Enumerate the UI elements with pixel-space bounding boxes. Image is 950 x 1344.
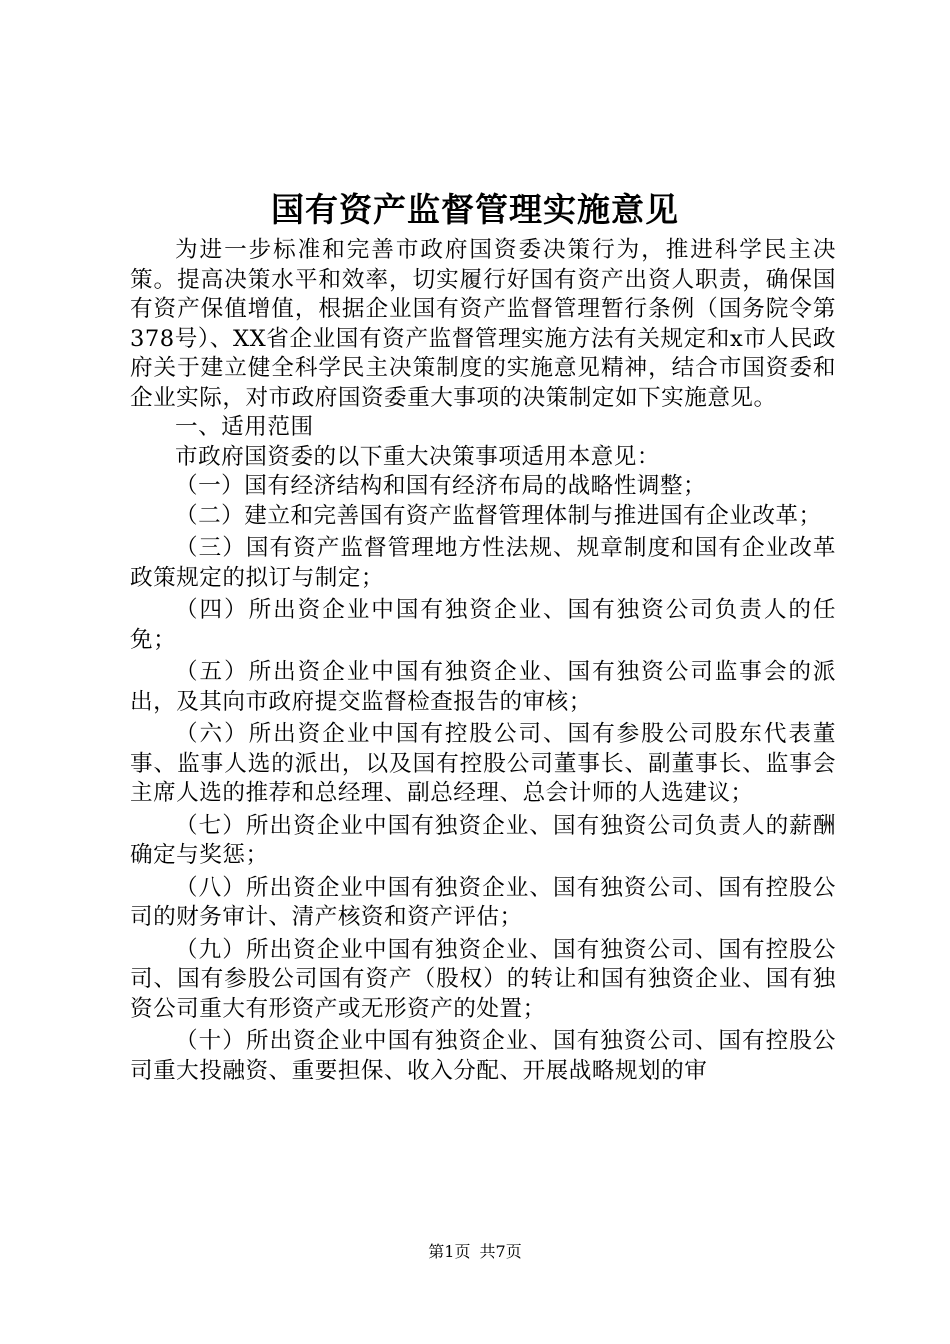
list-item-10: （十）所出资企业中国有独资企业、国有独资公司、国有控股公司重大投融资、重要担保、收入分配、开展战略规划的审 [130, 1028, 836, 1084]
section-heading-scope: 一、适用范围 [175, 414, 314, 440]
list-item-8: （八）所出资企业中国有独资企业、国有独资公司、国有控股公司的财务审计、清产核资和资产评估； [130, 874, 836, 930]
page-footer [0, 1240, 950, 1264]
paragraph-intro: 为进一步标准和完善市政府国资委决策行为，推进科学民主决策。提高决策水平和效率，切实履行好国有资产出资人职责，确保国有资产保值增值，根据企业国有资产监督管理暂行条例（国务院令第378号）、XX省企业国有资产监督管理实施方法有关规定和x市人民政府关于建立健全科学民主决策制度的实施意见精神，结合市国资委和企业实际，对市政府国资委重大事项的决策制定如下实施意见。 [130, 237, 836, 411]
list-item-3: （三）国有资产监督管理地方性法规、规章制度和国有企业改革政策规定的拟订与制定； [130, 535, 836, 591]
document-title: 国有资产监督管理实施意见 [271, 190, 679, 229]
list-item-9: （九）所出资企业中国有独资企业、国有独资公司、国有控股公司、国有参股公司国有资产（股权）的转让和国有独资企业、国有独资公司重大有形资产或无形资产的处置； [130, 936, 836, 1022]
page-number: 第1页 [428, 1242, 471, 1261]
list-item-7: （七）所出资企业中国有独资企业、国有独资公司负责人的薪酬确定与奖惩； [130, 812, 836, 868]
list-item-6: （六）所出资企业中国有控股公司、国有参股公司股东代表董事、监事人选的派出，以及国有控股公司董事长、副董事长、监事会主席人选的推荐和总经理、副总经理、总会计师的人选建议； [130, 721, 836, 806]
list-item-5: （五）所出资企业中国有独资企业、国有独资公司监事会的派出，及其向市政府提交监督检查报告的审核； [130, 659, 836, 715]
document-body [130, 236, 836, 1086]
list-item-4: （四）所出资企业中国有独资企业、国有独资公司负责人的任免； [130, 597, 836, 653]
paragraph-scope-lead: 市政府国资委的以下重大决策事项适用本意见： [175, 443, 660, 470]
page-total: 共7页 [479, 1242, 522, 1261]
list-item-1: （一）国有经济结构和国有经济布局的战略性调整； [175, 473, 707, 499]
list-item-2: （二）建立和完善国有资产监督管理体制与推进国有企业改革； [175, 502, 822, 529]
